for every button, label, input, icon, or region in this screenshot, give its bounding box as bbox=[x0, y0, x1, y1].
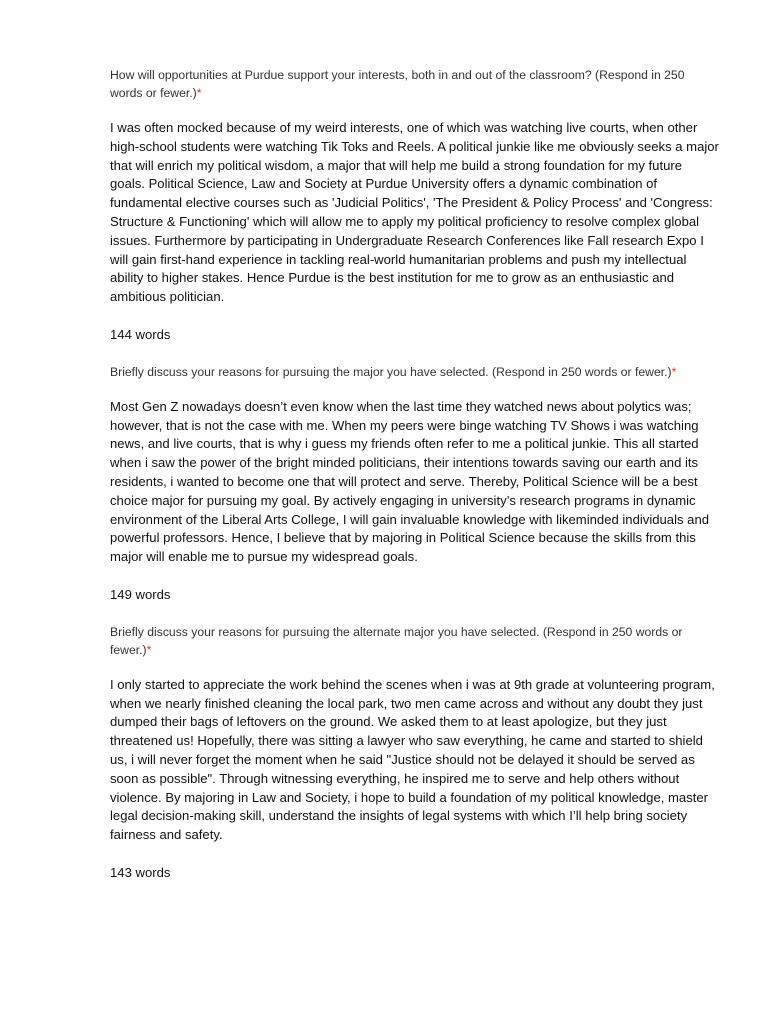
answer-text: I was often mocked because of my weird interests, one of which was watching live courts, when other high-school students were watching Tik Toks and Reels. A political junkie like me obviously seeks a major that will enrich my political wisdom, a major that will help me build a strong foundation for my future goals. Political Science, Law and Society at Purdue University offers a dynamic combination of fundamental elective courses such as 'Judicial Politics', 'The President & Policy Process' and 'Congress: Structure & Functioning' which will allow me to apply my political proficiency to resolve complex global issues. Furthermore by participating in Undergraduate Research Conferences like Fall research Expo I will gain first-hand experience in tackling real-world humanitarian problems and push my intellectual ability to higher stakes. Hence Purdue is the best institution for me to grow as an enthusiastic and ambitious politician. bbox=[110, 120, 719, 305]
required-asterisk: * bbox=[671, 364, 677, 379]
question-prompt bbox=[110, 623, 720, 659]
essay-section-alternate-major bbox=[110, 623, 720, 883]
question-text: Briefly discuss your reasons for pursuing the major you have selected. (Respond in 250 words or fewer.) bbox=[110, 364, 672, 379]
answer-text: Most Gen Z nowadays doesn’t even know when the last time they watched news about polytics was; however, that is not the case with me. When my peers were binge watching TV Shows i was watching news, and live courts, that is why i guess my friends often refer to me a political junkie. This all started when i saw the power of the bright minded politicians, their intentions towards saving our earth and its residents, i wanted to become one that will protect and serve. Thereby, Political Science will be a best choice major for pursuing my goal. By actively engaging in university’s research programs in dynamic environment of the Liberal Arts College, I will gain invaluable knowledge with likeminded individuals and powerful professors. Hence, I believe that by majoring in Political Science because the skills from this major will enable me to pursue my widespread goals. bbox=[110, 398, 710, 565]
essay-document bbox=[110, 66, 720, 901]
required-asterisk: * bbox=[146, 642, 152, 657]
question-prompt bbox=[110, 66, 720, 102]
answer-text: I only started to appreciate the work behind the scenes when i was at 9th grade at volunteering program, when we nearly finished cleaning the local park, two men came across and without any doubt they just dumped their bags of leftovers on the ground. We asked them to at least apologize, but they just threatened us! Hopefully, there was sitting a lawyer who saw everything, he came and started to shield us, i will never forget the moment when he said "Justice should not be delayed it should be served as soon as possible". Through witnessing everything, he inspired me to serve and help others without violence. By majoring in Law and Society, i hope to build a foundation of my political knowledge, master legal decision-making skill, understand the insights of legal systems with which I’ll help bring society fairness and safety. bbox=[110, 676, 715, 843]
question-prompt bbox=[110, 363, 720, 381]
question-text: How will opportunities at Purdue support your interests, both in and out of the classroom? (Respond in 250 words or fewer.) bbox=[110, 68, 685, 100]
required-asterisk: * bbox=[196, 86, 202, 100]
word-count: 144 words bbox=[110, 326, 171, 342]
word-count: 143 words bbox=[110, 864, 171, 880]
essay-section-major bbox=[110, 363, 720, 605]
question-text: Briefly discuss your reasons for pursuing the alternate major you have selected. (Respond in 250 words or fewer.) bbox=[110, 624, 683, 657]
word-count: 149 words bbox=[110, 586, 171, 602]
essay-section-opportunities bbox=[110, 66, 720, 345]
